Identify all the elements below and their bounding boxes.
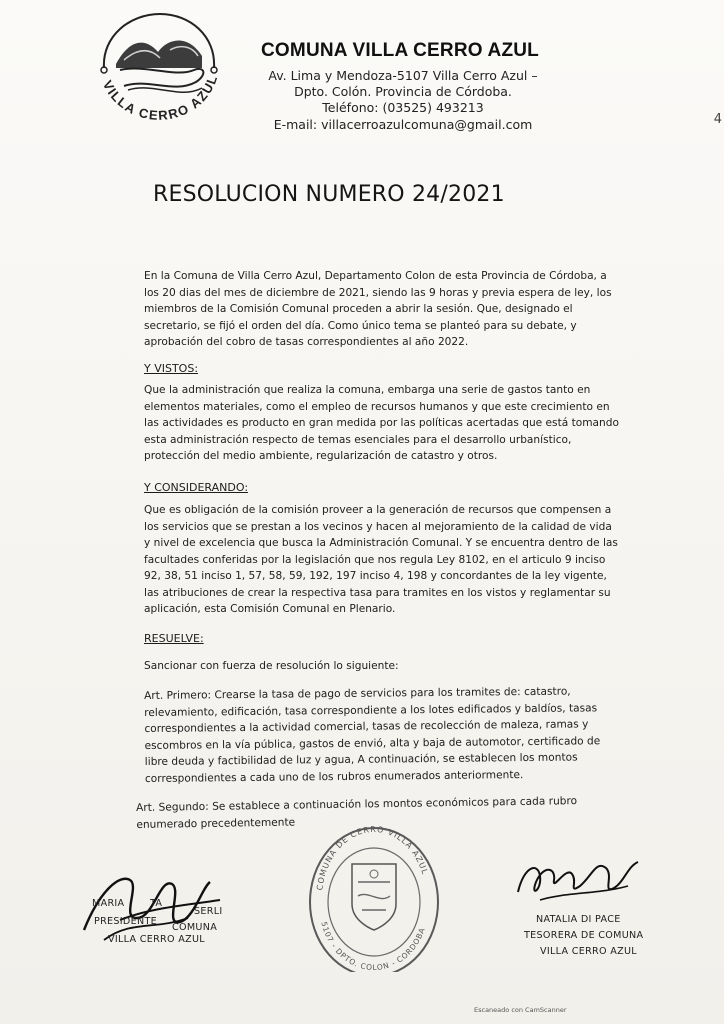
phone-line: Teléfono: (03525) 493213	[322, 100, 484, 115]
right-signatory-commune: VILLA CERRO AZUL	[540, 946, 637, 957]
left-signatory-commune: VILLA CERRO AZUL	[108, 934, 205, 945]
right-signatory-role: TESORERA DE COMUNA	[524, 930, 644, 941]
seal-bottom-text: 5107 - DPTO. COLON - CORDOBA	[319, 920, 427, 972]
vistos-paragraph: Que la administración que realiza la comuna, embarga una serie de gastos tanto en elementos materiales, como el empleo de recursos humanos y que este crecimiento en las actividades es producto en gran medida por las políticas acertadas que está tomando esta administración respecto de temas esenciales para el desarrollo urbanístico, protección del medio ambiente, regularización de catastro y otros.	[144, 384, 619, 462]
article-one: Art. Primero: Crearse la tasa de pago de servicios para los tramites de: catastro, relevamiento, edificación, tasa correspondiente a los lotes edificados y baldíos, tasas correspondientes a la actividad comercial, tasas de recolección de maleza, ramas y escombros en la vía pública, gastos de envió, alta y baja de automotor, certificado de libre deuda y factibilidad de luz y agua, A continuación, se establecen los montos correspondientes a cada uno de los rubros enumerados anteriormente.	[144, 685, 601, 785]
left-signatory-name-3: SERLI	[194, 906, 223, 917]
email-line: E-mail: villacerroazulcomuna@gmail.com	[273, 117, 533, 132]
commune-title: COMUNA VILLA CERRO AZUL	[261, 40, 539, 61]
seal-ring-text: COMUNA DE CERRO VILLA AZUL	[315, 824, 430, 891]
considerando-heading: Y CONSIDERANDO:	[144, 481, 249, 494]
treasurer-signature	[510, 846, 650, 910]
commune-logo	[84, 8, 234, 130]
left-signatory-name-1: MARIA	[92, 898, 125, 909]
official-seal	[304, 812, 444, 972]
address-line-2: Dpto. Colón. Provincia de Córdoba.	[294, 84, 512, 99]
logo-arc-text: VILLA CERRO AZUL	[99, 72, 221, 124]
margin-mark: 4	[713, 112, 722, 127]
left-signatory-role-1: PRESIDENTE	[94, 916, 157, 927]
svg-text:5107 - DPTO. COLON - CORDOBA	[319, 921, 426, 972]
svg-text:COMUNA DE CERRO VILLA AZUL	[315, 825, 429, 891]
right-signatory-name: NATALIA DI PACE	[536, 914, 621, 925]
considerando-paragraph: Que es obligación de la comisión proveer a la generación de recursos que compensen a los servicios que se prestan a los vecinos y hacen al mejoramiento de la calidad de vida y nivel de excelencia que busca la Administración Comunal. Y se encuentra dentro de las facultades conferidas por la legislación que nos regula Ley 8102, en el articulo 9 inciso 92, 38, 51 inciso 1, 57, 58, 59, 192, 197 inciso 4, 198 y concordantes de la ley vigente, las atribuciones de crear la respectiva tasa para tramites en los vistos y reglamentar su aplicación, esta Comisión Comunal en Plenario.	[144, 504, 618, 615]
commune-logo-graphic	[84, 8, 234, 130]
left-signatory-role-2: COMUNA	[172, 922, 218, 933]
intro-paragraph: En la Comuna de Villa Cerro Azul, Departamento Colon de esta Provincia de Córdoba, a los 20 dias del mes de diciembre de 2021, siendo las 9 horas y previa espera de ley, los miembros de la Comisión Comunal proceden a abrir la sesión. Que, designado el secretario, se fijó el orden del día. Como único tema se planteó para su debate, y aprobación del cobro de tasas correspondientes al año 2022.	[144, 270, 612, 348]
article-two: Art. Segundo: Se establece a continuación los montos económicos para cada rubro enumerado precedentemente	[136, 795, 578, 831]
address-line-1: Av. Lima y Mendoza-5107 Villa Cerro Azul –	[268, 68, 538, 83]
resuelve-intro: Sancionar con fuerza de resolución lo siguiente:	[144, 660, 399, 672]
left-signatory-name-2: TA	[150, 898, 163, 909]
vistos-heading: Y VISTOS:	[144, 362, 199, 375]
svg-text:VILLA CERRO AZUL	[100, 72, 221, 123]
scanner-footer: Escaneado con CamScanner	[474, 1006, 567, 1014]
resolution-title: RESOLUCION NUMERO 24/2021	[153, 182, 505, 207]
resuelve-heading: RESUELVE:	[144, 632, 204, 645]
